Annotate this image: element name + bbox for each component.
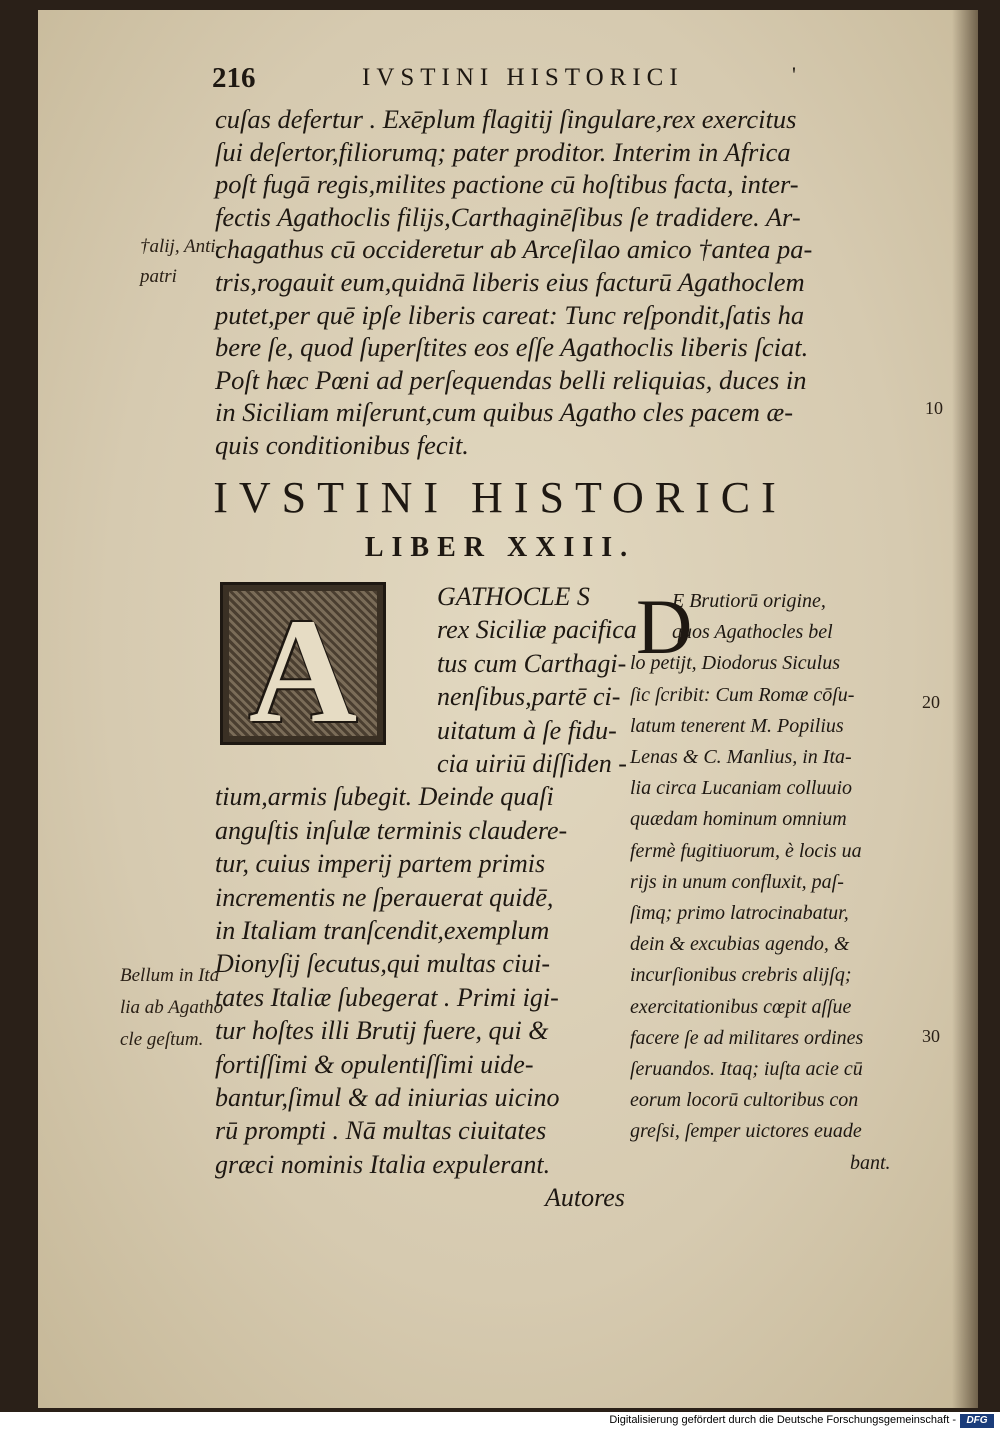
text-line: Autores <box>545 1183 625 1213</box>
text-line: rex Siciliæ pacifica <box>437 615 637 645</box>
text-line: tus cum Carthagi- <box>437 648 627 678</box>
text-line: incrementis ne ſperauerat quidē, <box>215 882 554 912</box>
text-line: poſt fugā regis,milites pactione cū hoſtibus facta, inter- <box>215 169 799 200</box>
text-line: incurſionibus crebris alijſq; <box>630 964 852 987</box>
margin-note-line: patri <box>140 266 177 287</box>
text-line: GATHOCLE S <box>437 582 590 611</box>
book-title: IVSTINI HISTORICI <box>213 473 787 522</box>
text-line: Dionyſij ſecutus,qui multas ciui- <box>215 949 551 979</box>
margin-note-bellum <box>120 960 223 1056</box>
line-number-30: 30 <box>922 1026 940 1046</box>
text-line: lo petijt, Diodorus Siculus <box>630 652 840 675</box>
text-line: ſeruandos. Itaq; iuſta acie cū <box>630 1058 863 1080</box>
text-line: Poſt hæc Pœni ad perſequendas belli reliquias, duces in <box>215 364 807 395</box>
dfg-logo: DFG <box>960 1414 994 1428</box>
footer-credit: Digitalisierung gefördert durch die Deutsche Forschungsgemeinschaft - <box>609 1414 956 1426</box>
text-line: cia uiriū diſſiden - <box>437 749 627 778</box>
text-line: tur hoſtes illi Brutij fuere, qui & <box>215 1016 549 1046</box>
text-line: facere ſe ad militares ordines <box>630 1026 864 1049</box>
text-line: E Brutiorū origine, <box>672 590 826 612</box>
page-number: 216 <box>212 62 256 94</box>
text-line: rijs in unum confluxit, paſ- <box>630 870 844 893</box>
text-line: bantur,ſimul & ad iniurias uicino <box>215 1083 560 1112</box>
text-line: ſic ſcribit: Cum Romæ cōſu- <box>630 683 855 706</box>
line-number-10: 10 <box>925 398 943 418</box>
text-line: in Italiam tranſcendit,exemplum <box>215 916 550 945</box>
text-line: tium,armis ſubegit. Deinde quaſi <box>215 782 554 812</box>
margin-note-line: Bellum in Ita <box>120 965 220 986</box>
text-line: græci nominis Italia expulerant. <box>215 1149 551 1179</box>
running-title: IVSTINI HISTORICI <box>362 64 684 91</box>
text-line: quos Agathocles bel <box>672 621 833 644</box>
margin-note-line: cle geſtum. <box>120 1029 204 1050</box>
text-line: tur, cuius imperij partem primis <box>215 849 546 879</box>
text-line: chagathus cū occideretur ab Arceſilao amico †antea pa- <box>215 234 813 265</box>
text-line: tris,rogauit eum,quidnā liberis eius facturū Agathoclem <box>215 267 805 297</box>
margin-note-top <box>140 232 222 292</box>
page-gutter-shadow <box>952 10 978 1408</box>
text-line: latum tenerent M. Popilius <box>630 714 844 737</box>
woodcut-pattern <box>229 591 377 736</box>
margin-note-line: †alij, Anti- <box>140 236 222 257</box>
page-header <box>212 62 812 102</box>
text-line: dein & excubias agendo, & <box>630 933 850 956</box>
text-line: putet,per quē ipſe liberis careat: Tunc reſpondit,ſatis ha <box>215 299 805 330</box>
text-line: fermè fugitiuorum, è locis ua <box>630 839 862 862</box>
text-line: uitatum à ſe fidu- <box>437 715 617 745</box>
book-number: LIBER XXIII. <box>364 532 636 563</box>
margin-note-line: lia ab Agatho <box>120 997 224 1018</box>
text-line: cuſas defertur . Exēplum flagitij ſingulare,rex exercitus <box>215 104 797 134</box>
text-line: bere ſe, quod ſuperſtites eos eſſe Agathoclis liberis ſciat. <box>215 332 809 363</box>
initial-letter: A <box>248 591 358 736</box>
text-line: bant. <box>850 1151 891 1174</box>
line-number-20: 20 <box>922 692 940 712</box>
text-line: quis conditionibus fecit. <box>215 430 469 460</box>
text-line: lia circa Lucaniam colluuio <box>630 777 853 800</box>
text-line: tates Italiæ ſubegerat . Primi igi- <box>215 982 559 1012</box>
text-line: fortiſſimi & opulentiſſimi uide- <box>215 1049 534 1079</box>
text-line: in Siciliam miſerunt,cum quibus Agatho cles pacem æ- <box>215 397 794 428</box>
text-line: fectis Agathoclis filijs,Carthaginēſibus ſe tradidere. Ar- <box>215 201 801 232</box>
text-line: quædam hominum omnium <box>630 808 847 831</box>
text-line: nenſibus,partē ci- <box>437 682 621 712</box>
text-line: Lenas & C. Manlius, in Ita- <box>630 746 852 768</box>
text-line: ſimq; primo latrocinabatur, <box>630 902 849 924</box>
text-line: rū prompti . Nā multas ciuitates <box>215 1116 547 1146</box>
text-line: ſui deſertor,filiorumq; pater proditor. Interim in Africa <box>215 136 791 167</box>
side-dropcap: D <box>636 583 693 670</box>
woodcut-initial <box>220 582 386 745</box>
text-line: exercitationibus cœpit aſſue <box>630 995 852 1018</box>
text-line: eorum locorū cultoribus con <box>630 1089 859 1112</box>
text-line: anguſtis inſulæ terminis claudere- <box>215 815 568 845</box>
footer-bar <box>0 1412 1000 1432</box>
header-mark: ' <box>792 62 796 87</box>
text-line: greſsi, ſemper uictores euade <box>630 1120 862 1143</box>
